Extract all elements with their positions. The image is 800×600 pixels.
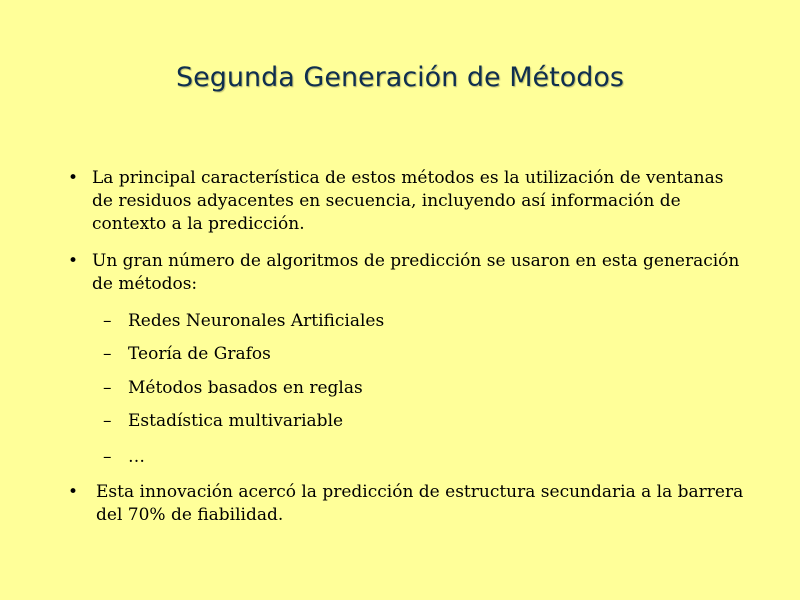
sub-item-text: … (128, 447, 145, 467)
bullet-text: Esta innovación acercó la predicción de estructura secundaria a la barrera del 70% de fiabilidad. (96, 482, 744, 525)
bullet-item (68, 250, 748, 296)
sub-item (103, 377, 363, 399)
sub-item (103, 310, 384, 332)
sub-item (103, 410, 343, 432)
sub-item-marker: – (103, 447, 112, 467)
bullet-text: Un gran número de algoritmos de predicción se usaron en esta generación de métodos: (92, 251, 740, 294)
slide-title: Segunda Generación de Métodos (176, 62, 624, 93)
sub-item-marker: – (103, 411, 112, 431)
sub-item-marker: – (103, 344, 112, 364)
sub-item (103, 446, 145, 468)
sub-item-marker: – (103, 378, 112, 398)
sub-item-text: Métodos basados en reglas (128, 378, 363, 398)
bullet-marker: • (68, 251, 79, 271)
bullet-text: La principal característica de estos métodos es la utilización de ventanas de residuos adyacentes en secuencia, incluyendo así información de contexto a la predicción. (92, 168, 724, 234)
bullet-item (68, 481, 748, 527)
sub-item-text: Estadística multivariable (128, 411, 344, 431)
bullet-marker: • (68, 168, 79, 188)
sub-item (103, 343, 271, 365)
bullet-item (68, 167, 748, 236)
sub-item-marker: – (103, 311, 112, 331)
sub-item-text: Teoría de Grafos (128, 344, 271, 364)
sub-item-text: Redes Neuronales Artificiales (128, 311, 385, 331)
bullet-marker: • (68, 482, 79, 502)
